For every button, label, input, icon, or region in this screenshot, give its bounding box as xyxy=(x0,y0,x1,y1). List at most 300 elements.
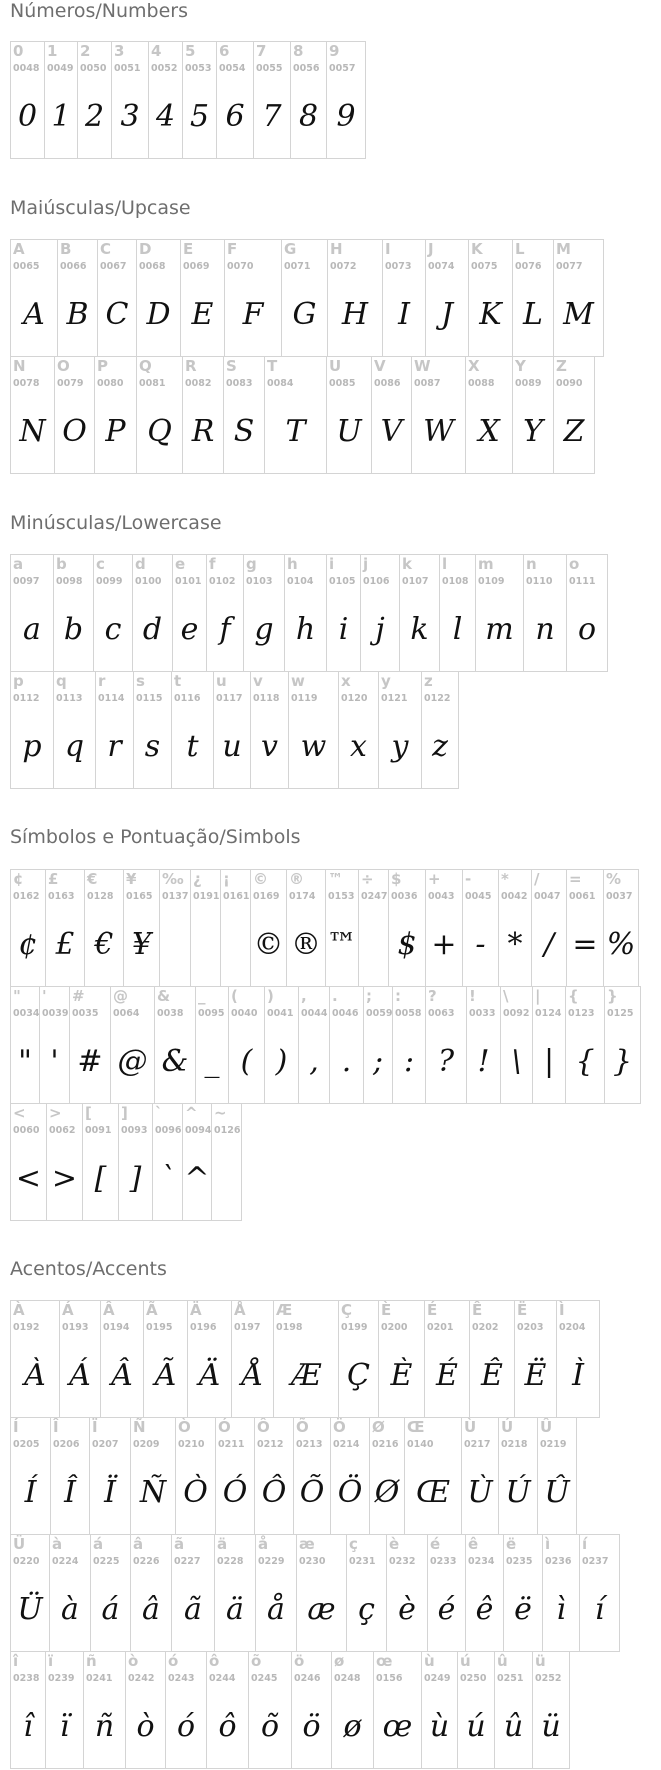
glyph-character-label: N xyxy=(13,357,26,375)
glyph-character-label: ê xyxy=(468,1535,479,1553)
glyph-sample: @ xyxy=(117,1044,148,1079)
glyph-code-label: 0105 xyxy=(329,576,356,587)
glyph-cell xyxy=(182,41,217,159)
glyph-code-label: 0203 xyxy=(517,1322,544,1333)
glyph-cell xyxy=(298,986,330,1104)
glyph-cell xyxy=(206,554,244,672)
glyph-character-label: % xyxy=(606,870,622,888)
glyph-character-label: Ã xyxy=(146,1301,158,1319)
glyph-sample: i xyxy=(338,612,349,647)
glyph-cell xyxy=(148,41,183,159)
glyph-character-label: y xyxy=(381,672,391,690)
glyph-code-label: 0091 xyxy=(85,1125,112,1136)
glyph-sample: C xyxy=(105,297,129,332)
glyph-cell xyxy=(171,1534,215,1652)
glyph-character-label: } xyxy=(607,987,618,1005)
glyph-cell xyxy=(532,1651,570,1769)
glyph-character-label: Û xyxy=(540,1418,553,1436)
glyph-code-label: 0237 xyxy=(582,1556,609,1567)
glyph-code-label: 0111 xyxy=(569,576,596,587)
glyph-sample: O xyxy=(62,414,87,449)
glyph-character-label: | xyxy=(535,987,541,1005)
glyph-cell xyxy=(46,1103,83,1221)
glyph-character-label: Â xyxy=(103,1301,115,1319)
glyph-code-label: 0227 xyxy=(174,1556,201,1567)
glyph-character-label: â xyxy=(133,1535,144,1553)
glyph-character-label: ì xyxy=(545,1535,551,1553)
glyph-cell xyxy=(290,41,327,159)
glyph-code-label: 0192 xyxy=(13,1322,40,1333)
glyph-code-label: 0200 xyxy=(381,1322,408,1333)
glyph-code-label: 0061 xyxy=(569,891,596,902)
glyph-sample: ú xyxy=(466,1709,486,1744)
glyph-character-label: Ú xyxy=(501,1418,514,1436)
glyph-cell xyxy=(53,554,94,672)
glyph-character-label: < xyxy=(13,1104,26,1122)
glyph-sample: # xyxy=(77,1044,103,1079)
glyph-code-label: 0214 xyxy=(333,1439,360,1450)
glyph-cell xyxy=(118,1103,153,1221)
glyph-sample: 1 xyxy=(51,99,71,134)
glyph-character-label: ä xyxy=(217,1535,228,1553)
glyph-cell xyxy=(100,1300,144,1418)
glyph-code-label: 0174 xyxy=(289,891,316,902)
glyph-cell xyxy=(465,356,513,474)
glyph-character-label: ' xyxy=(42,987,47,1005)
glyph-code-label: 0250 xyxy=(460,1673,487,1684)
glyph-cell xyxy=(461,1417,499,1535)
glyph-sample: { xyxy=(575,1044,595,1079)
glyph-cell xyxy=(214,1534,256,1652)
glyph-cell xyxy=(254,1417,294,1535)
glyph-code-label: 0054 xyxy=(219,63,246,74)
glyph-code-label: 0079 xyxy=(57,378,84,389)
glyph-character-label: ™ xyxy=(328,870,343,888)
glyph-sample: ^ xyxy=(184,1161,210,1196)
glyph-code-label: 0216 xyxy=(372,1439,399,1450)
glyph-sample: V xyxy=(380,414,403,449)
glyph-sample: < xyxy=(15,1161,42,1196)
glyph-character-label: { xyxy=(568,987,579,1005)
glyph-cell xyxy=(498,1417,538,1535)
glyph-cell xyxy=(338,1300,379,1418)
glyph-cell xyxy=(213,671,251,789)
glyph-character-label: b xyxy=(56,555,67,573)
glyph-cell xyxy=(57,239,98,357)
glyph-character-label: Ç xyxy=(341,1301,353,1319)
glyph-cell xyxy=(90,1534,131,1652)
glyph-cell xyxy=(136,356,183,474)
glyph-character-label: ] xyxy=(121,1104,128,1122)
glyph-sample: ü xyxy=(541,1709,561,1744)
glyph-cell xyxy=(469,1300,515,1418)
glyph-cell xyxy=(93,554,133,672)
glyph-cell xyxy=(253,41,291,159)
glyph-cell xyxy=(329,986,364,1104)
glyph-code-label: 0120 xyxy=(341,693,368,704)
glyph-cell xyxy=(95,671,134,789)
glyph-cell xyxy=(53,671,96,789)
glyph-cell xyxy=(10,356,55,474)
glyph-cell xyxy=(500,986,533,1104)
glyph-character-label: ` xyxy=(155,1104,163,1122)
glyph-character-label: j xyxy=(363,555,369,573)
glyph-sample: Í xyxy=(24,1475,37,1510)
glyph-cell xyxy=(281,239,328,357)
glyph-character-label: , xyxy=(301,987,307,1005)
glyph-sample: = xyxy=(572,927,598,962)
glyph-code-label: 0205 xyxy=(13,1439,40,1450)
glyph-character-label: Í xyxy=(13,1418,19,1436)
glyph-sample: E xyxy=(191,297,214,332)
glyph-sample: q xyxy=(64,729,85,764)
glyph-code-label: 0083 xyxy=(226,378,253,389)
glyph-character-label: Ñ xyxy=(133,1418,146,1436)
glyph-cell xyxy=(82,1103,119,1221)
glyph-character-label: ô xyxy=(209,1652,220,1670)
glyph-character-label: H xyxy=(330,240,343,258)
glyph-code-label: 0197 xyxy=(234,1322,261,1333)
glyph-code-label: 0123 xyxy=(568,1008,595,1019)
glyph-character-label: Ù xyxy=(464,1418,477,1436)
glyph-character-label: E xyxy=(183,240,194,258)
glyph-sample: ® xyxy=(291,927,321,962)
glyph-sample: f xyxy=(219,612,231,647)
glyph-sample: B xyxy=(66,297,89,332)
glyph-cell xyxy=(288,671,339,789)
glyph-cell xyxy=(425,869,463,987)
glyph-character-label: ~ xyxy=(214,1104,227,1122)
glyph-sample: Æ xyxy=(290,1358,322,1393)
glyph-sample: ¢ xyxy=(18,927,38,962)
glyph-character-label: X xyxy=(468,357,480,375)
glyph-sample: õ xyxy=(260,1709,280,1744)
glyph-cell xyxy=(326,356,372,474)
glyph-sample: Q xyxy=(147,414,172,449)
glyph-code-label: 0101 xyxy=(175,576,202,587)
glyph-sample: - xyxy=(475,927,486,962)
glyph-cell xyxy=(10,1103,47,1221)
glyph-code-label: 0047 xyxy=(534,891,561,902)
glyph-character-label: h xyxy=(287,555,298,573)
glyph-sample: m xyxy=(485,612,514,647)
glyph-cell xyxy=(392,986,426,1104)
glyph-sample: H xyxy=(341,297,369,332)
glyph-character-label: k xyxy=(402,555,412,573)
glyph-code-label: 0044 xyxy=(301,1008,328,1019)
glyph-sample: ñ xyxy=(94,1709,115,1744)
glyph-sample: o xyxy=(577,612,597,647)
glyph-cell xyxy=(411,356,466,474)
glyph-cell xyxy=(180,239,225,357)
glyph-sample: Ç xyxy=(347,1358,370,1393)
glyph-code-label: 0033 xyxy=(469,1008,496,1019)
glyph-code-label: 0165 xyxy=(126,891,153,902)
glyph-sample: W xyxy=(423,414,454,449)
glyph-character-label: P xyxy=(97,357,108,375)
glyph-character-label: ú xyxy=(460,1652,471,1670)
glyph-cell xyxy=(425,986,467,1104)
glyph-sample: R xyxy=(191,414,215,449)
glyph-sample: k xyxy=(410,612,429,647)
glyph-character-label: 5 xyxy=(185,42,196,60)
glyph-code-label: 0195 xyxy=(146,1322,173,1333)
glyph-cell xyxy=(223,356,265,474)
glyph-sample: Œ xyxy=(415,1475,451,1510)
glyph-cell xyxy=(187,1300,232,1418)
glyph-cell xyxy=(77,41,112,159)
glyph-code-label: 0095 xyxy=(198,1008,225,1019)
glyph-character-label: @ xyxy=(113,987,128,1005)
glyph-cell xyxy=(284,554,327,672)
glyph-character-label: o xyxy=(569,555,580,573)
glyph-cell xyxy=(373,1651,422,1769)
glyph-code-label: 0109 xyxy=(478,576,505,587)
glyph-code-label: 0121 xyxy=(381,693,408,704)
glyph-sample: € xyxy=(94,927,114,962)
glyph-cell xyxy=(326,41,366,159)
glyph-code-label: 0065 xyxy=(13,261,40,272)
glyph-sample: Ü xyxy=(17,1592,43,1627)
glyph-character-label: = xyxy=(569,870,582,888)
glyph-code-label: 0067 xyxy=(100,261,127,272)
glyph-character-label: / xyxy=(534,870,540,888)
glyph-sample: \ xyxy=(511,1044,522,1079)
glyph-character-label: Å xyxy=(234,1301,246,1319)
glyph-cell xyxy=(399,554,440,672)
glyph-sample: ã xyxy=(184,1592,202,1627)
glyph-sample: 4 xyxy=(155,99,176,134)
glyph-sample: ê xyxy=(475,1592,494,1627)
glyph-code-label: 0242 xyxy=(128,1673,155,1684)
glyph-code-label: 0043 xyxy=(428,891,455,902)
glyph-sample: é xyxy=(437,1592,456,1627)
glyph-code-label: 0204 xyxy=(559,1322,586,1333)
glyph-sample: ] xyxy=(129,1161,142,1196)
glyph-character-label: _ xyxy=(198,987,206,1005)
glyph-character-label: ò xyxy=(128,1652,139,1670)
glyph-cell xyxy=(10,986,40,1104)
glyph-sample: l xyxy=(452,612,463,647)
glyph-code-label: 0049 xyxy=(47,63,74,74)
glyph-character-label: ¢ xyxy=(13,870,24,888)
glyph-sample: ) xyxy=(275,1044,288,1079)
glyph-cell xyxy=(59,1300,101,1418)
glyph-character-label: z xyxy=(424,672,433,690)
glyph-cell xyxy=(512,239,554,357)
glyph-sample: u xyxy=(222,729,242,764)
glyph-cell xyxy=(50,1417,90,1535)
glyph-cell xyxy=(327,239,383,357)
glyph-sample: ( xyxy=(240,1044,253,1079)
glyph-sample: D xyxy=(146,297,171,332)
glyph-cell xyxy=(54,356,95,474)
glyph-code-label: 0046 xyxy=(332,1008,359,1019)
glyph-sample: É xyxy=(436,1358,458,1393)
glyph-character-label: # xyxy=(72,987,85,1005)
glyph-cell xyxy=(421,671,459,789)
glyph-cell xyxy=(175,1417,216,1535)
glyph-code-label: 0241 xyxy=(86,1673,113,1684)
glyph-character-label: 2 xyxy=(80,42,91,60)
glyph-character-label: G xyxy=(284,240,297,258)
glyph-code-label: 0042 xyxy=(501,891,528,902)
glyph-code-label: 0161 xyxy=(223,891,250,902)
glyph-sample: $ xyxy=(397,927,417,962)
glyph-code-label: 0057 xyxy=(329,63,356,74)
glyph-sample: F xyxy=(242,297,264,332)
glyph-cell xyxy=(248,1651,292,1769)
glyph-character-label: å xyxy=(258,1535,269,1553)
glyph-code-label: 0207 xyxy=(92,1439,119,1450)
glyph-cell xyxy=(514,1300,557,1418)
glyph-code-label: 0206 xyxy=(53,1439,80,1450)
glyph-sample: Ò xyxy=(183,1475,208,1510)
glyph-cell xyxy=(10,1300,60,1418)
glyph-character-label: p xyxy=(13,672,24,690)
glyph-code-label: 0097 xyxy=(13,576,40,587)
glyph-cell xyxy=(532,986,566,1104)
glyph-cell xyxy=(330,1417,370,1535)
glyph-character-label: î xyxy=(13,1652,19,1670)
glyph-sample: S xyxy=(233,414,255,449)
glyph-character-label: 4 xyxy=(151,42,162,60)
glyph-cell xyxy=(286,869,326,987)
glyph-code-label: 0116 xyxy=(174,693,201,704)
glyph-character-label: û xyxy=(497,1652,508,1670)
glyph-character-label: Ö xyxy=(333,1418,346,1436)
glyph-sample: £ xyxy=(55,927,75,962)
glyph-character-label: [ xyxy=(85,1104,92,1122)
glyph-code-label: 0050 xyxy=(80,63,107,74)
glyph-sample: , xyxy=(309,1044,319,1079)
glyph-character-label: g xyxy=(246,555,257,573)
glyph-cell xyxy=(195,986,229,1104)
glyph-character-label: 6 xyxy=(219,42,230,60)
glyph-character-label: S xyxy=(226,357,237,375)
glyph-sample: ô xyxy=(218,1709,237,1744)
glyph-sample: ¥ xyxy=(131,927,152,962)
glyph-sample: ' xyxy=(50,1044,59,1079)
glyph-character-label: L xyxy=(515,240,525,258)
glyph-character-label: C xyxy=(100,240,112,258)
glyph-character-label: J xyxy=(428,240,434,258)
glyph-code-label: 0169 xyxy=(253,891,280,902)
glyph-character-label: È xyxy=(381,1301,392,1319)
glyph-sample: Z xyxy=(563,414,585,449)
glyph-cell xyxy=(143,1300,188,1418)
glyph-cell xyxy=(172,554,207,672)
glyph-code-label: 0201 xyxy=(427,1322,454,1333)
glyph-code-label: 0073 xyxy=(385,261,412,272)
glyph-code-label: 0038 xyxy=(157,1008,184,1019)
glyph-sample: > xyxy=(51,1161,78,1196)
glyph-character-label: ù xyxy=(424,1652,435,1670)
glyph-character-label: B xyxy=(60,240,72,258)
glyph-code-label: 0119 xyxy=(291,693,318,704)
glyph-code-label: 0229 xyxy=(258,1556,285,1567)
glyph-code-label: 0062 xyxy=(49,1125,76,1136)
glyph-code-label: 0074 xyxy=(428,261,455,272)
glyph-cell xyxy=(531,869,567,987)
glyph-code-label: 0231 xyxy=(349,1556,376,1567)
glyph-cell xyxy=(325,869,359,987)
glyph-character-label: Æ xyxy=(276,1301,293,1319)
glyph-code-label: 0108 xyxy=(442,576,469,587)
glyph-cell xyxy=(378,1300,425,1418)
glyph-cell xyxy=(125,1651,166,1769)
glyph-character-label: 8 xyxy=(293,42,304,60)
glyph-character-label: ã xyxy=(174,1535,185,1553)
glyph-cell xyxy=(190,869,221,987)
glyph-cell xyxy=(97,239,137,357)
glyph-code-label: 0202 xyxy=(472,1322,499,1333)
glyph-character-label: x xyxy=(341,672,351,690)
glyph-code-label: 0036 xyxy=(391,891,418,902)
glyph-character-label: \ xyxy=(503,987,509,1005)
glyph-code-label: 0213 xyxy=(296,1439,323,1450)
glyph-code-label: 0236 xyxy=(545,1556,572,1567)
glyph-code-label: 0247 xyxy=(361,891,388,902)
glyph-cell xyxy=(331,1651,374,1769)
glyph-character-label: œ xyxy=(376,1652,393,1670)
glyph-cell xyxy=(503,1534,543,1652)
glyph-character-label: A xyxy=(13,240,25,258)
glyph-code-label: 0048 xyxy=(13,63,40,74)
glyph-sample: P xyxy=(105,414,126,449)
glyph-character-label: R xyxy=(185,357,197,375)
glyph-cell xyxy=(243,554,285,672)
glyph-character-label: e xyxy=(175,555,186,573)
glyph-character-label: í xyxy=(582,1535,588,1553)
glyph-character-label: ï xyxy=(48,1652,54,1670)
glyph-cell xyxy=(553,356,595,474)
glyph-code-label: 0040 xyxy=(231,1008,258,1019)
glyph-character-label: Á xyxy=(62,1301,74,1319)
glyph-sample: ` xyxy=(160,1161,175,1196)
glyph-sample: æ xyxy=(307,1592,336,1627)
glyph-sample: Õ xyxy=(299,1475,325,1510)
glyph-cell xyxy=(296,1534,347,1652)
glyph-sample: ö xyxy=(302,1709,321,1744)
glyph-character-label: æ xyxy=(299,1535,315,1553)
glyph-cell xyxy=(224,239,282,357)
glyph-cell xyxy=(231,1300,274,1418)
glyph-character-label: ø xyxy=(334,1652,345,1670)
glyph-sample: X xyxy=(478,414,500,449)
glyph-sample: z xyxy=(432,729,448,764)
glyph-sample: h xyxy=(295,612,316,647)
glyph-code-label: 0128 xyxy=(87,891,114,902)
glyph-cell xyxy=(512,356,554,474)
glyph-cell xyxy=(537,1417,577,1535)
glyph-sample: ç xyxy=(358,1592,375,1627)
glyph-cell xyxy=(220,869,251,987)
glyph-character-label: f xyxy=(209,555,216,573)
glyph-sample: . xyxy=(341,1044,352,1079)
glyph-cell xyxy=(542,1534,580,1652)
glyph-sample: } xyxy=(612,1044,633,1079)
glyph-code-label: 0248 xyxy=(334,1673,361,1684)
glyph-code-label: 0068 xyxy=(139,261,166,272)
glyph-code-label: 0220 xyxy=(13,1556,40,1567)
glyph-cell xyxy=(371,356,412,474)
glyph-cell xyxy=(182,356,224,474)
glyph-cell xyxy=(171,671,214,789)
glyph-code-label: 0122 xyxy=(424,693,451,704)
glyph-sample: Y xyxy=(523,414,543,449)
glyph-character-label: 3 xyxy=(114,42,125,60)
